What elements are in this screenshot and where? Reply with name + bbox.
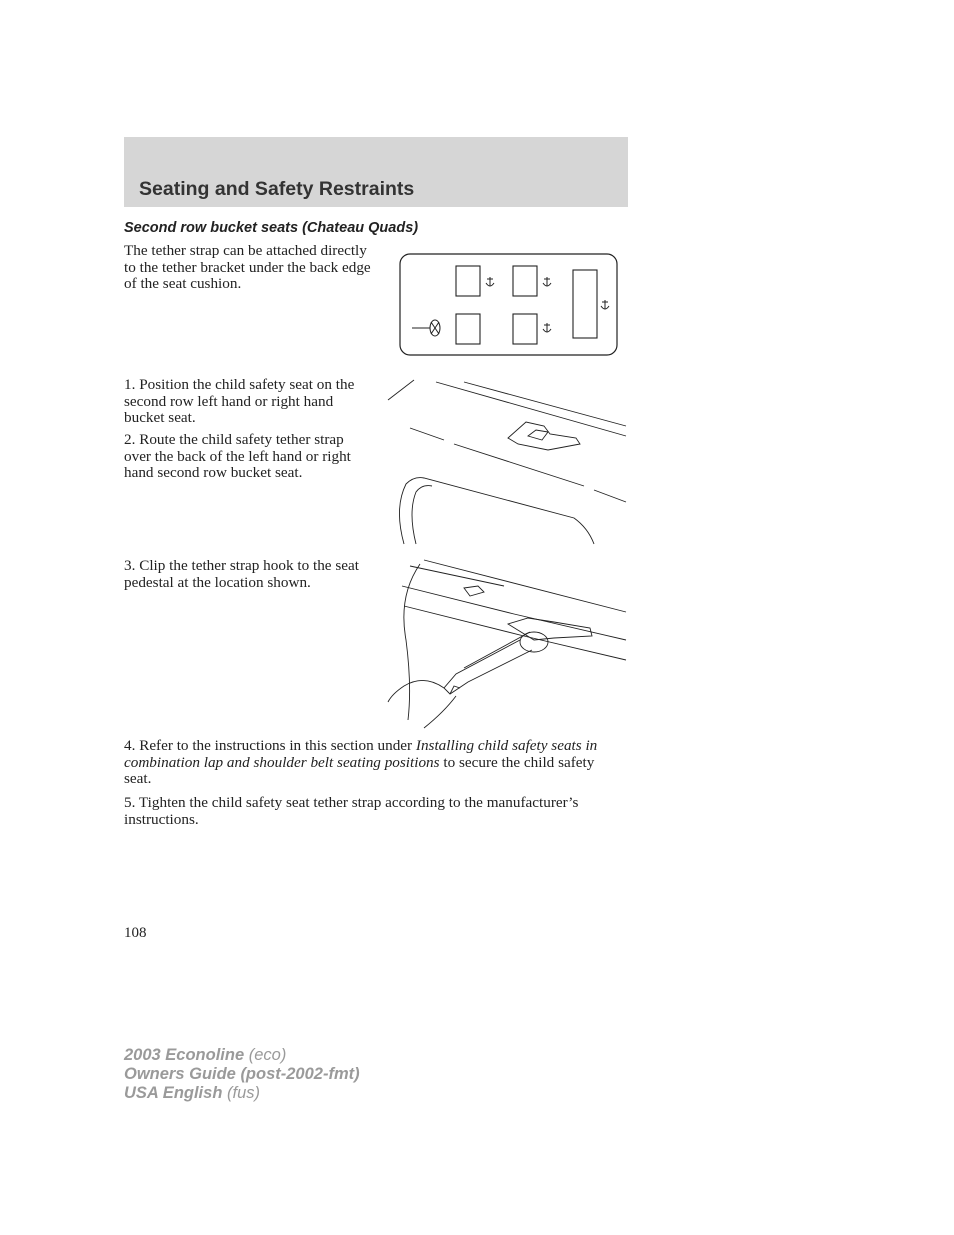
footer-line-3 [124,1084,360,1103]
seat-front-left [456,314,480,344]
footer-line-2 [124,1065,360,1084]
seat-layout-diagram [398,252,620,358]
anchor-icon [543,323,551,332]
seat-rear-left-front [456,266,480,296]
footer-language-code: (fus) [222,1084,260,1102]
intro-paragraph: The tether strap can be attached directly to the tether bracket under the back edge of the seat cushion. [124,242,371,293]
footer-vehicle: 2003 Econoline [124,1046,245,1064]
tether-bracket-illustration [384,378,630,546]
footer [124,1046,360,1103]
footer-guide: Owners Guide (post-2002-fmt) [124,1065,360,1083]
step-5: 5. Tighten the child safety seat tether strap according to the manufacturer’s instructions. [124,794,579,828]
steering-wheel-icon [412,320,440,336]
step-4-text-before: 4. Refer to the instructions in this section under [124,737,416,754]
step-3: 3. Clip the tether strap hook to the seat pedestal at the location shown. [124,557,359,591]
seat-front-right [513,314,537,344]
step-4-text-after: to secure the child safety seat. [124,753,595,788]
page-number: 108 [124,925,147,941]
section-header-band [124,137,628,207]
seat-rear-right-front [513,266,537,296]
footer-line-1 [124,1046,360,1065]
anchor-icon [543,277,551,286]
anchor-icon [486,277,494,286]
footer-language: USA English [124,1084,223,1102]
footer-vehicle-code: (eco) [244,1046,287,1064]
step-2: 2. Route the child safety tether strap over the back of the left hand or right hand second row bucket seat. [124,431,351,482]
anchor-icon [601,300,609,309]
tether-hook-illustration [384,556,630,734]
subheading: Second row bucket seats (Chateau Quads) [124,220,419,236]
section-title: Seating and Safety Restraints [139,178,415,200]
seat-bench-rear [573,270,597,338]
step-1: 1. Position the child safety seat on the second row left hand or right hand bucket seat. [124,376,355,427]
step-4 [124,738,624,788]
step-4-reference: Installing child safety seats in combination lap and shoulder belt seating positions [124,737,598,771]
